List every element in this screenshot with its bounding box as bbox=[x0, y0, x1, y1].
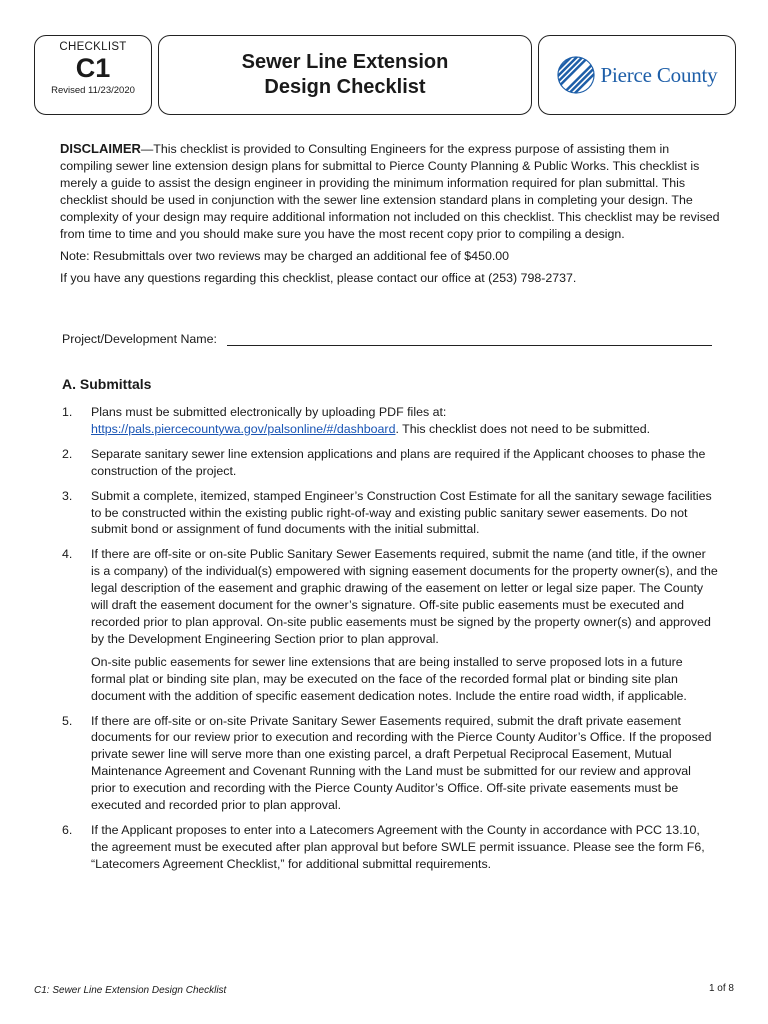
item-number: 3. bbox=[62, 488, 73, 503]
disclaimer-text: —This checklist is provided to Consulting Engineers for the express purpose of assisting them in compiling sewer line extension design plans for submittal to Pierce County Planning & Public Works. This checklist is merely a guide to assist the design engineer in providing the minimum information required for plan submittal. This checklist should be used in conjunction with the sewer line extension standard plans in completing your design. The complexity of your design may require additional information not included on this checklist. This checklist may be revised from time to time and you should make sure you have the most recent copy prior to compiling a design. bbox=[60, 142, 720, 241]
list-item bbox=[62, 546, 718, 704]
item-text: If the Applicant proposes to enter into a Latecomers Agreement with the County in accordance with PCC 13.10, the agreement must be executed after plan approval but before SWLE permit issuance. Please see the form F6, “Latecomers Agreement Checklist,” for additional submittal requirements. bbox=[91, 822, 705, 871]
pals-dashboard-link[interactable]: https://pals.piercecountywa.gov/palsonline/#/dashboard bbox=[91, 421, 396, 436]
checklist-label: CHECKLIST bbox=[59, 41, 127, 53]
disclaimer-paragraph bbox=[60, 140, 720, 243]
pierce-county-logo-icon bbox=[557, 56, 595, 94]
project-name-label: Project/Development Name: bbox=[62, 332, 217, 346]
item-number: 5. bbox=[62, 713, 73, 728]
item-text-continued: On-site public easements for sewer line extensions that are being installed to serve proposed lots in a future formal plat or binding site plan, may be executed on the face of the recorded formal plat or binding site plan document with the addition of specific easement dedication notes. Include the entire road width, if applicable. bbox=[91, 654, 687, 703]
document-title-box bbox=[158, 35, 532, 115]
list-item bbox=[62, 713, 718, 814]
document-title-line2: Design Checklist bbox=[264, 76, 426, 98]
project-name-row bbox=[62, 329, 712, 346]
disclaimer-label: DISCLAIMER bbox=[60, 141, 141, 156]
revised-date: Revised 11/23/2020 bbox=[51, 85, 135, 96]
footer-document-name: C1: Sewer Line Extension Design Checklist bbox=[34, 985, 227, 996]
list-item bbox=[62, 446, 718, 480]
item-text-post: . This checklist does not need to be submitted. bbox=[395, 421, 651, 436]
document-title-line1: Sewer Line Extension bbox=[241, 51, 449, 73]
list-item bbox=[62, 822, 718, 873]
item-text: Submit a complete, itemized, stamped Engineer’s Construction Cost Estimate for all the sanitary sewage facilities to be constructed within the existing public right-of-way and existing public sanitary sewer easements. Do not submit bond or assignment of fund documents with the initial submittal. bbox=[91, 488, 712, 537]
item-number: 6. bbox=[62, 822, 73, 837]
item-text: If there are off-site or on-site Private Sanitary Sewer Easements required, submit the draft private easement documents for our review prior to execution and recording with the Pierce County Auditor’s Office. If the proposed private sewer line will serve more than one existing parcel, a draft Perpetual Reciprocal Easement, Mutual Maintenance Agreement and Covenant Running with the Land must be submitted for our review and approval prior to execution and recording with the Pierce County Auditor’s Office. Off-site private easements must be executed and recorded prior to plan approval. bbox=[91, 713, 712, 813]
footer-page-number: 1 of 8 bbox=[708, 983, 734, 994]
list-item bbox=[62, 404, 718, 438]
submittals-list bbox=[62, 404, 718, 881]
section-a-heading: A. Submittals bbox=[62, 376, 152, 392]
item-text bbox=[91, 404, 718, 438]
contact-note: If you have any questions regarding this checklist, please contact our office at (253) 798-2737. bbox=[60, 271, 577, 285]
item-text: Separate sanitary sewer line extension applications and plans are required if the Applicant chooses to phase the construction of the project. bbox=[91, 446, 706, 478]
pierce-county-logo bbox=[538, 35, 736, 115]
resubmittal-note: Note: Resubmittals over two reviews may be charged an additional fee of $450.00 bbox=[60, 249, 510, 263]
checklist-code: C1 bbox=[75, 53, 111, 83]
item-number: 2. bbox=[62, 446, 73, 461]
list-item bbox=[62, 488, 718, 539]
item-text: If there are off-site or on-site Public Sanitary Sewer Easements required, submit the name (and title, if the owner is a company) of the individual(s) empowered with signing easement documents for the property owner(s), and the legal description of the easement and graphic drawing of the easement on letter or legal size paper. The County will draft the easement document for the owner’s signature. Off-site public easements must be executed and recorded prior to plan approval. On-site public easements must be signed by the property owner(s) and approved by the Development Engineering Section prior to plan approval. bbox=[91, 547, 718, 646]
logo-text: Pierce County bbox=[600, 62, 718, 87]
intro-section bbox=[60, 140, 720, 292]
checklist-badge bbox=[34, 35, 152, 115]
item-number: 4. bbox=[62, 547, 73, 562]
item-text-pre: Plans must be submitted electronically by uploading PDF files at: bbox=[91, 405, 447, 419]
item-number: 1. bbox=[62, 405, 73, 419]
project-name-field[interactable] bbox=[227, 329, 712, 346]
